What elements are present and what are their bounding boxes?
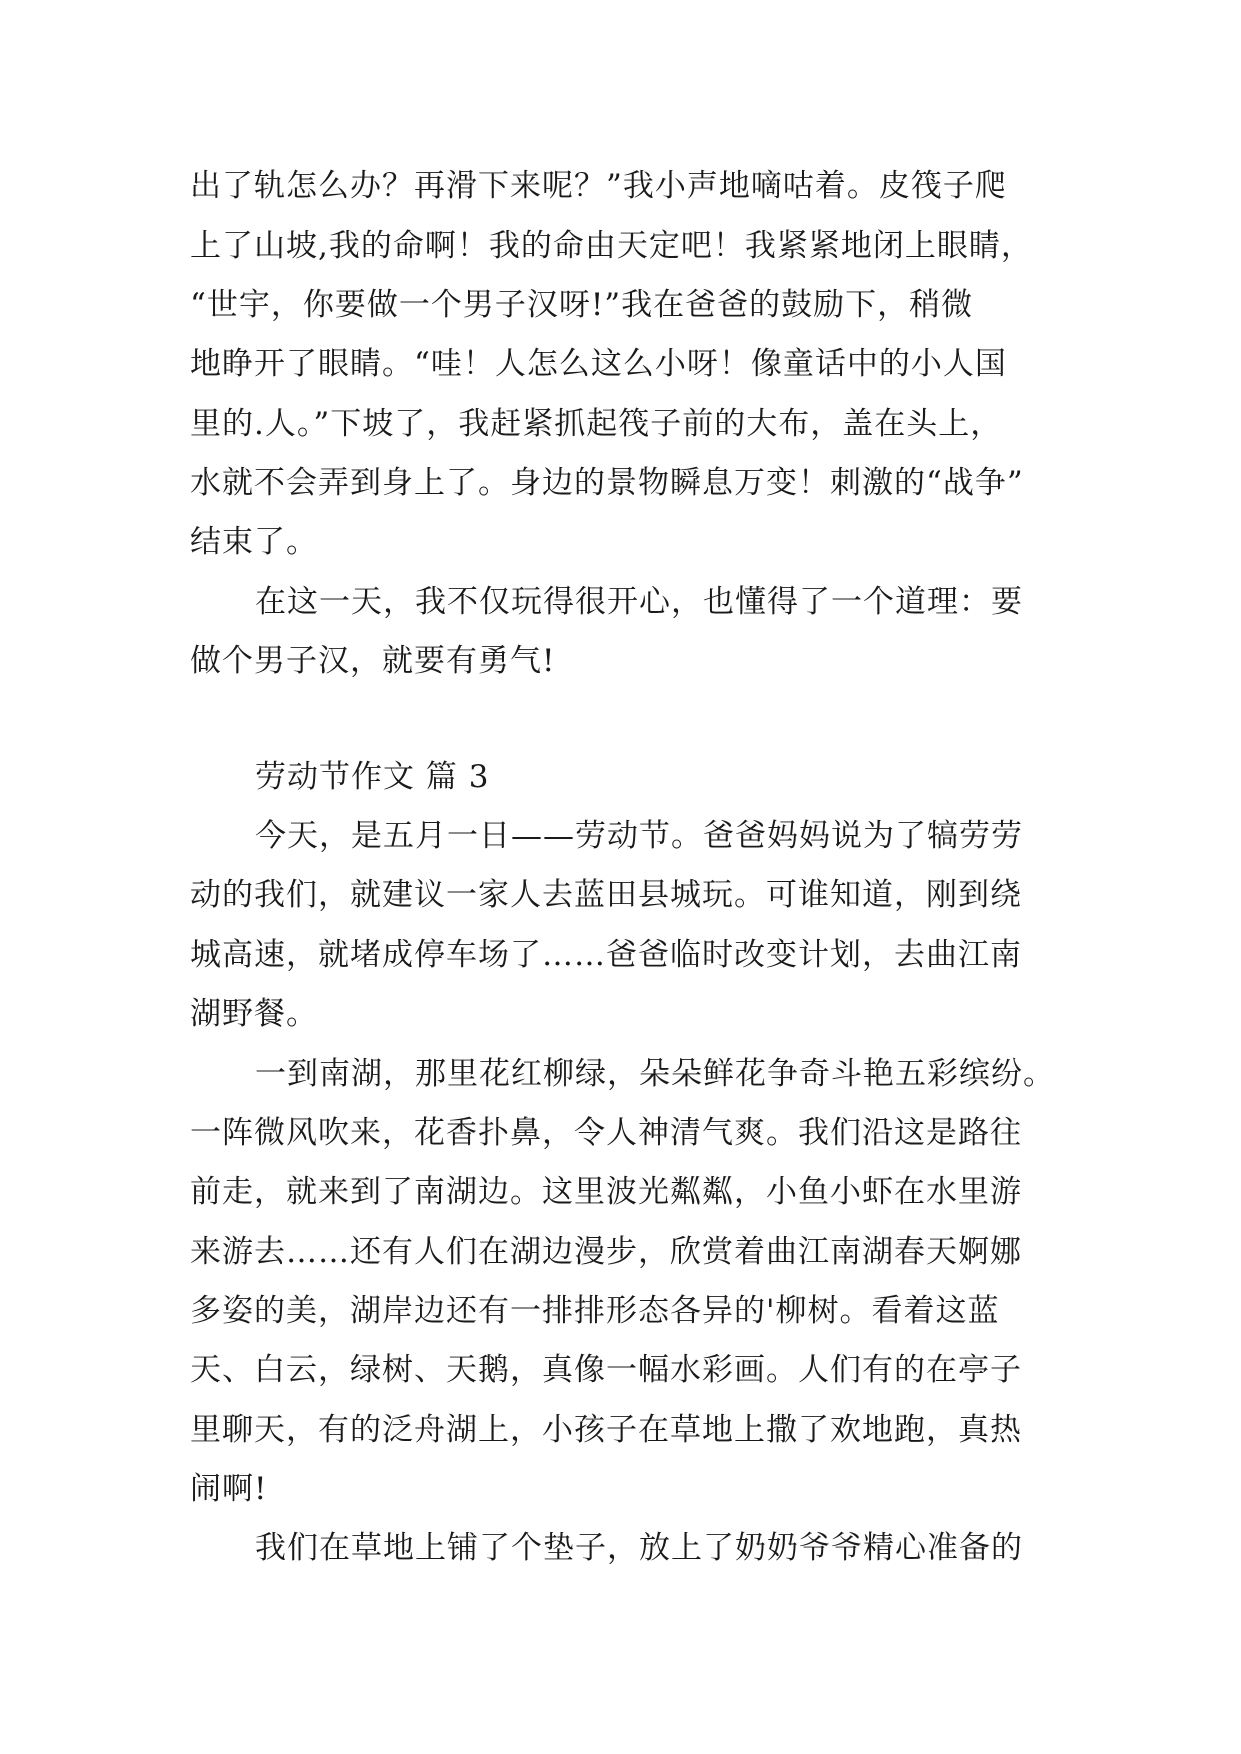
text-line: “世宇，你要做一个男子汉呀!”我在爸爸的鼓励下，稍微	[190, 287, 974, 323]
paragraph-line: 多姿的美，湖岸边还有一排排形态各异的'柳树。看着这蓝	[190, 1293, 1000, 1329]
paragraph-line: 动的我们，就建议一家人去蓝田县城玩。可谁知道，刚到绕	[190, 877, 1022, 913]
text-line: 里的.人。”下坡了，我赶紧抓起筏子前的大布，盖在头上，	[190, 406, 1003, 442]
paragraph-line: 我们在草地上铺了个垫子，放上了奶奶爷爷精心准备的	[255, 1530, 1023, 1566]
paragraph-line: 一到南湖，那里花红柳绿，朵朵鲜花争奇斗艳五彩缤纷。	[255, 1056, 1055, 1092]
paragraph-line: 城高速，就堵成停车场了……爸爸临时改变计划，去曲江南	[190, 937, 1022, 973]
text-line: 结束了。	[190, 524, 318, 560]
paragraph-line: 来游去……还有人们在湖边漫步，欣赏着曲江南湖春天婀娜	[190, 1234, 1022, 1270]
text-line: 上了山坡,我的命啊！我的命由天定吧！我紧紧地闭上眼睛，	[190, 228, 1033, 264]
conclusion-line: 在这一天，我不仅玩得很开心，也懂得了一个道理：要	[255, 584, 1023, 620]
conclusion-line: 做个男子汉，就要有勇气!	[190, 643, 556, 679]
text-line: 出了轨怎么办？再滑下来呢？”我小声地嘀咕着。皮筏子爬	[190, 168, 1007, 204]
text-line: 水就不会弄到身上了。身边的景物瞬息万变！刺激的“战争”	[190, 465, 1024, 501]
section-title: 劳动节作文 篇 3	[255, 759, 490, 795]
paragraph-line: 湖野餐。	[190, 996, 318, 1032]
paragraph-line: 里聊天，有的泛舟湖上，小孩子在草地上撒了欢地跑，真热	[190, 1412, 1022, 1448]
text-line: 地睁开了眼睛。“哇！人怎么这么小呀！像童话中的小人国	[190, 346, 1007, 382]
paragraph-line: 前走，就来到了南湖边。这里波光粼粼，小鱼小虾在水里游	[190, 1174, 1022, 1210]
paragraph-line: 一阵微风吹来，花香扑鼻，令人神清气爽。我们沿这是路往	[190, 1115, 1022, 1151]
paragraph-line: 闹啊!	[190, 1471, 268, 1507]
paragraph-line: 今天，是五月一日——劳动节。爸爸妈妈说为了犒劳劳	[255, 818, 1023, 854]
paragraph-line: 天、白云，绿树、天鹅，真像一幅水彩画。人们有的在亭子	[190, 1352, 1022, 1388]
